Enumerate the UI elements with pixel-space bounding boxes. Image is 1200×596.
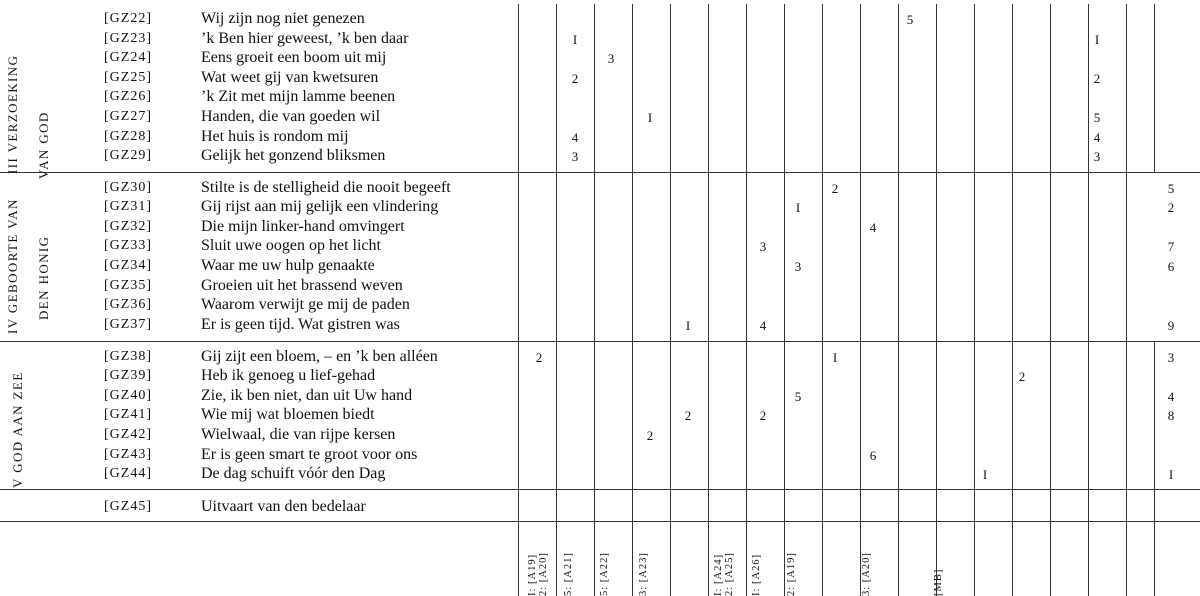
poem-title: Handen, die van goeden wil — [201, 108, 381, 125]
column-header: 5: [A22] — [599, 552, 610, 596]
column-rule — [708, 4, 709, 596]
section-label: III VERZOEKING — [5, 54, 20, 174]
poem-title: Waar me uw hulp genaakte — [201, 257, 375, 274]
cell-mark: 5 — [906, 12, 914, 27]
cell-mark: 8 — [1167, 408, 1175, 423]
poem-code: [GZ28] — [104, 129, 152, 144]
column-header: 5: [A21] — [563, 552, 574, 596]
poem-title: Het huis is rondom mij — [201, 128, 349, 145]
poem-title: Er is geen smart te groot voor ons — [201, 446, 418, 463]
column-header: 2: [A20] — [538, 552, 549, 596]
poem-title: Waarom verwijt ge mij de paden — [201, 296, 410, 313]
poem-title: Zie, ik ben niet, dan uit Uw hand — [201, 387, 413, 404]
poem-title: ’k Ben hier geweest, ’k ben daar — [201, 30, 409, 47]
poem-code: [GZ31] — [104, 199, 152, 214]
cell-mark: 3 — [1167, 350, 1175, 365]
column-rule — [1012, 4, 1013, 596]
section-label: VAN GOD — [36, 111, 51, 179]
section-divider — [0, 521, 1200, 522]
cell-mark: 3 — [607, 51, 615, 66]
cell-mark: I — [832, 350, 838, 365]
column-rule — [746, 4, 747, 596]
column-rule — [632, 4, 633, 596]
cell-mark: 3 — [571, 149, 579, 164]
column-header: I: [A19] — [527, 553, 538, 596]
poem-code: [GZ45] — [104, 499, 152, 514]
cell-mark: 6 — [869, 448, 877, 463]
cell-mark: 2 — [831, 181, 839, 196]
cell-mark: 3 — [794, 259, 802, 274]
column-header: 3: [A23] — [638, 552, 649, 596]
poem-title: ’k Zit met mijn lamme beenen — [201, 88, 396, 105]
poem-title: Wat weet gij van kwetsuren — [201, 69, 379, 86]
cell-mark: 3 — [759, 239, 767, 254]
poem-code: [GZ36] — [104, 297, 152, 312]
cell-mark: 5 — [794, 389, 802, 404]
poem-title: Stilte is de stelligheid die nooit begeeft — [201, 179, 451, 196]
poem-code: [GZ40] — [104, 388, 152, 403]
column-rule — [860, 4, 861, 596]
section-divider — [1154, 172, 1200, 173]
cell-mark: I — [1168, 467, 1174, 482]
section-label: IV GEBOORTE VAN — [5, 198, 20, 334]
poem-title: Wie mij wat bloemen biedt — [201, 406, 375, 423]
cell-mark: 2 — [535, 350, 543, 365]
poem-title: Groeien uit het brassend weven — [201, 277, 403, 294]
cell-mark: 4 — [869, 220, 877, 235]
cell-mark: 3 — [1093, 149, 1101, 164]
poem-code: [GZ32] — [104, 219, 152, 234]
column-rule — [784, 4, 785, 596]
poem-title: Wielwaal, die van rijpe kersen — [201, 426, 396, 443]
cell-mark: 2 — [646, 428, 654, 443]
cell-mark: 9 — [1167, 318, 1175, 333]
section-divider — [0, 341, 1200, 342]
poem-code: [GZ43] — [104, 447, 152, 462]
section-divider — [0, 489, 1200, 490]
column-header: I: [A26] — [751, 553, 762, 596]
poem-title: Eens groeit een boom uit mij — [201, 49, 387, 66]
section-label: DEN HONIG — [36, 235, 51, 320]
cell-mark: 2 — [1018, 369, 1026, 384]
poem-code: [GZ39] — [104, 368, 152, 383]
poem-title: Gelijk het gonzend bliksmen — [201, 147, 386, 164]
cell-mark: I — [1094, 32, 1100, 47]
poem-code: [GZ34] — [104, 258, 152, 273]
cell-mark: 2 — [571, 71, 579, 86]
cell-mark: 4 — [1167, 389, 1175, 404]
cell-mark: I — [982, 467, 988, 482]
column-rule — [1154, 4, 1155, 172]
cell-mark: 6 — [1167, 259, 1175, 274]
cell-mark: 7 — [1167, 239, 1175, 254]
poem-code: [GZ37] — [104, 317, 152, 332]
cell-mark: 2 — [684, 408, 692, 423]
poem-title: Heb ik genoeg u lief-gehad — [201, 367, 376, 384]
column-rule — [974, 4, 975, 596]
poem-code: [GZ26] — [104, 89, 152, 104]
column-rule — [594, 4, 595, 596]
column-header: 2: [A19] — [786, 552, 797, 596]
cell-mark: 4 — [759, 318, 767, 333]
cell-mark: I — [647, 110, 653, 125]
cell-mark: 2 — [759, 408, 767, 423]
column-rule — [670, 4, 671, 596]
poem-code: [GZ23] — [104, 31, 152, 46]
column-header: 3: [A20] — [861, 552, 872, 596]
column-rule — [1088, 4, 1089, 596]
section-label: V GOD AAN ZEE — [10, 371, 25, 488]
poem-title: Uitvaart van den bedelaar — [201, 498, 366, 515]
poem-title: Sluit uwe oogen op het licht — [201, 237, 381, 254]
poem-code: [GZ27] — [104, 109, 152, 124]
cell-mark: 2 — [1093, 71, 1101, 86]
poem-code: [GZ41] — [104, 407, 152, 422]
cell-mark: I — [685, 318, 691, 333]
poem-title: Wij zijn nog niet genezen — [201, 10, 365, 27]
poem-code: [GZ25] — [104, 70, 152, 85]
poem-code: [GZ38] — [104, 349, 152, 364]
poem-code: [GZ29] — [104, 148, 152, 163]
section-divider — [0, 172, 1200, 173]
column-rule — [822, 4, 823, 596]
column-header: [MB] — [933, 568, 944, 596]
cell-mark: 5 — [1093, 110, 1101, 125]
poem-title: Er is geen tijd. Wat gistren was — [201, 316, 400, 333]
cell-mark: 4 — [1093, 130, 1101, 145]
poem-title: De dag schuift vóór den Dag — [201, 465, 386, 482]
column-rule — [898, 4, 899, 596]
cell-mark: I — [795, 200, 801, 215]
poem-code: [GZ33] — [104, 238, 152, 253]
cell-mark: I — [572, 32, 578, 47]
poem-code: [GZ35] — [104, 278, 152, 293]
cell-mark: 4 — [571, 130, 579, 145]
cell-mark: 2 — [1167, 200, 1175, 215]
column-rule — [518, 4, 519, 596]
column-rule — [1126, 4, 1127, 596]
poem-code: [GZ42] — [104, 427, 152, 442]
column-header: 2: [A25] — [724, 552, 735, 596]
poem-code: [GZ24] — [104, 50, 152, 65]
column-rule — [556, 4, 557, 596]
column-rule — [1154, 341, 1155, 596]
poem-code: [GZ44] — [104, 466, 152, 481]
cell-mark: 5 — [1167, 181, 1175, 196]
poem-code: [GZ30] — [104, 180, 152, 195]
poem-code: [GZ22] — [104, 11, 152, 26]
column-header: I: [A24] — [713, 553, 724, 596]
column-rule — [936, 4, 937, 596]
column-rule — [1050, 4, 1051, 596]
poem-title: Die mijn linker-hand omvingert — [201, 218, 405, 235]
poem-title: Gij rijst aan mij gelijk een vlindering — [201, 198, 439, 215]
poem-title: Gij zijt een bloem, – en ’k ben alléen — [201, 348, 438, 365]
